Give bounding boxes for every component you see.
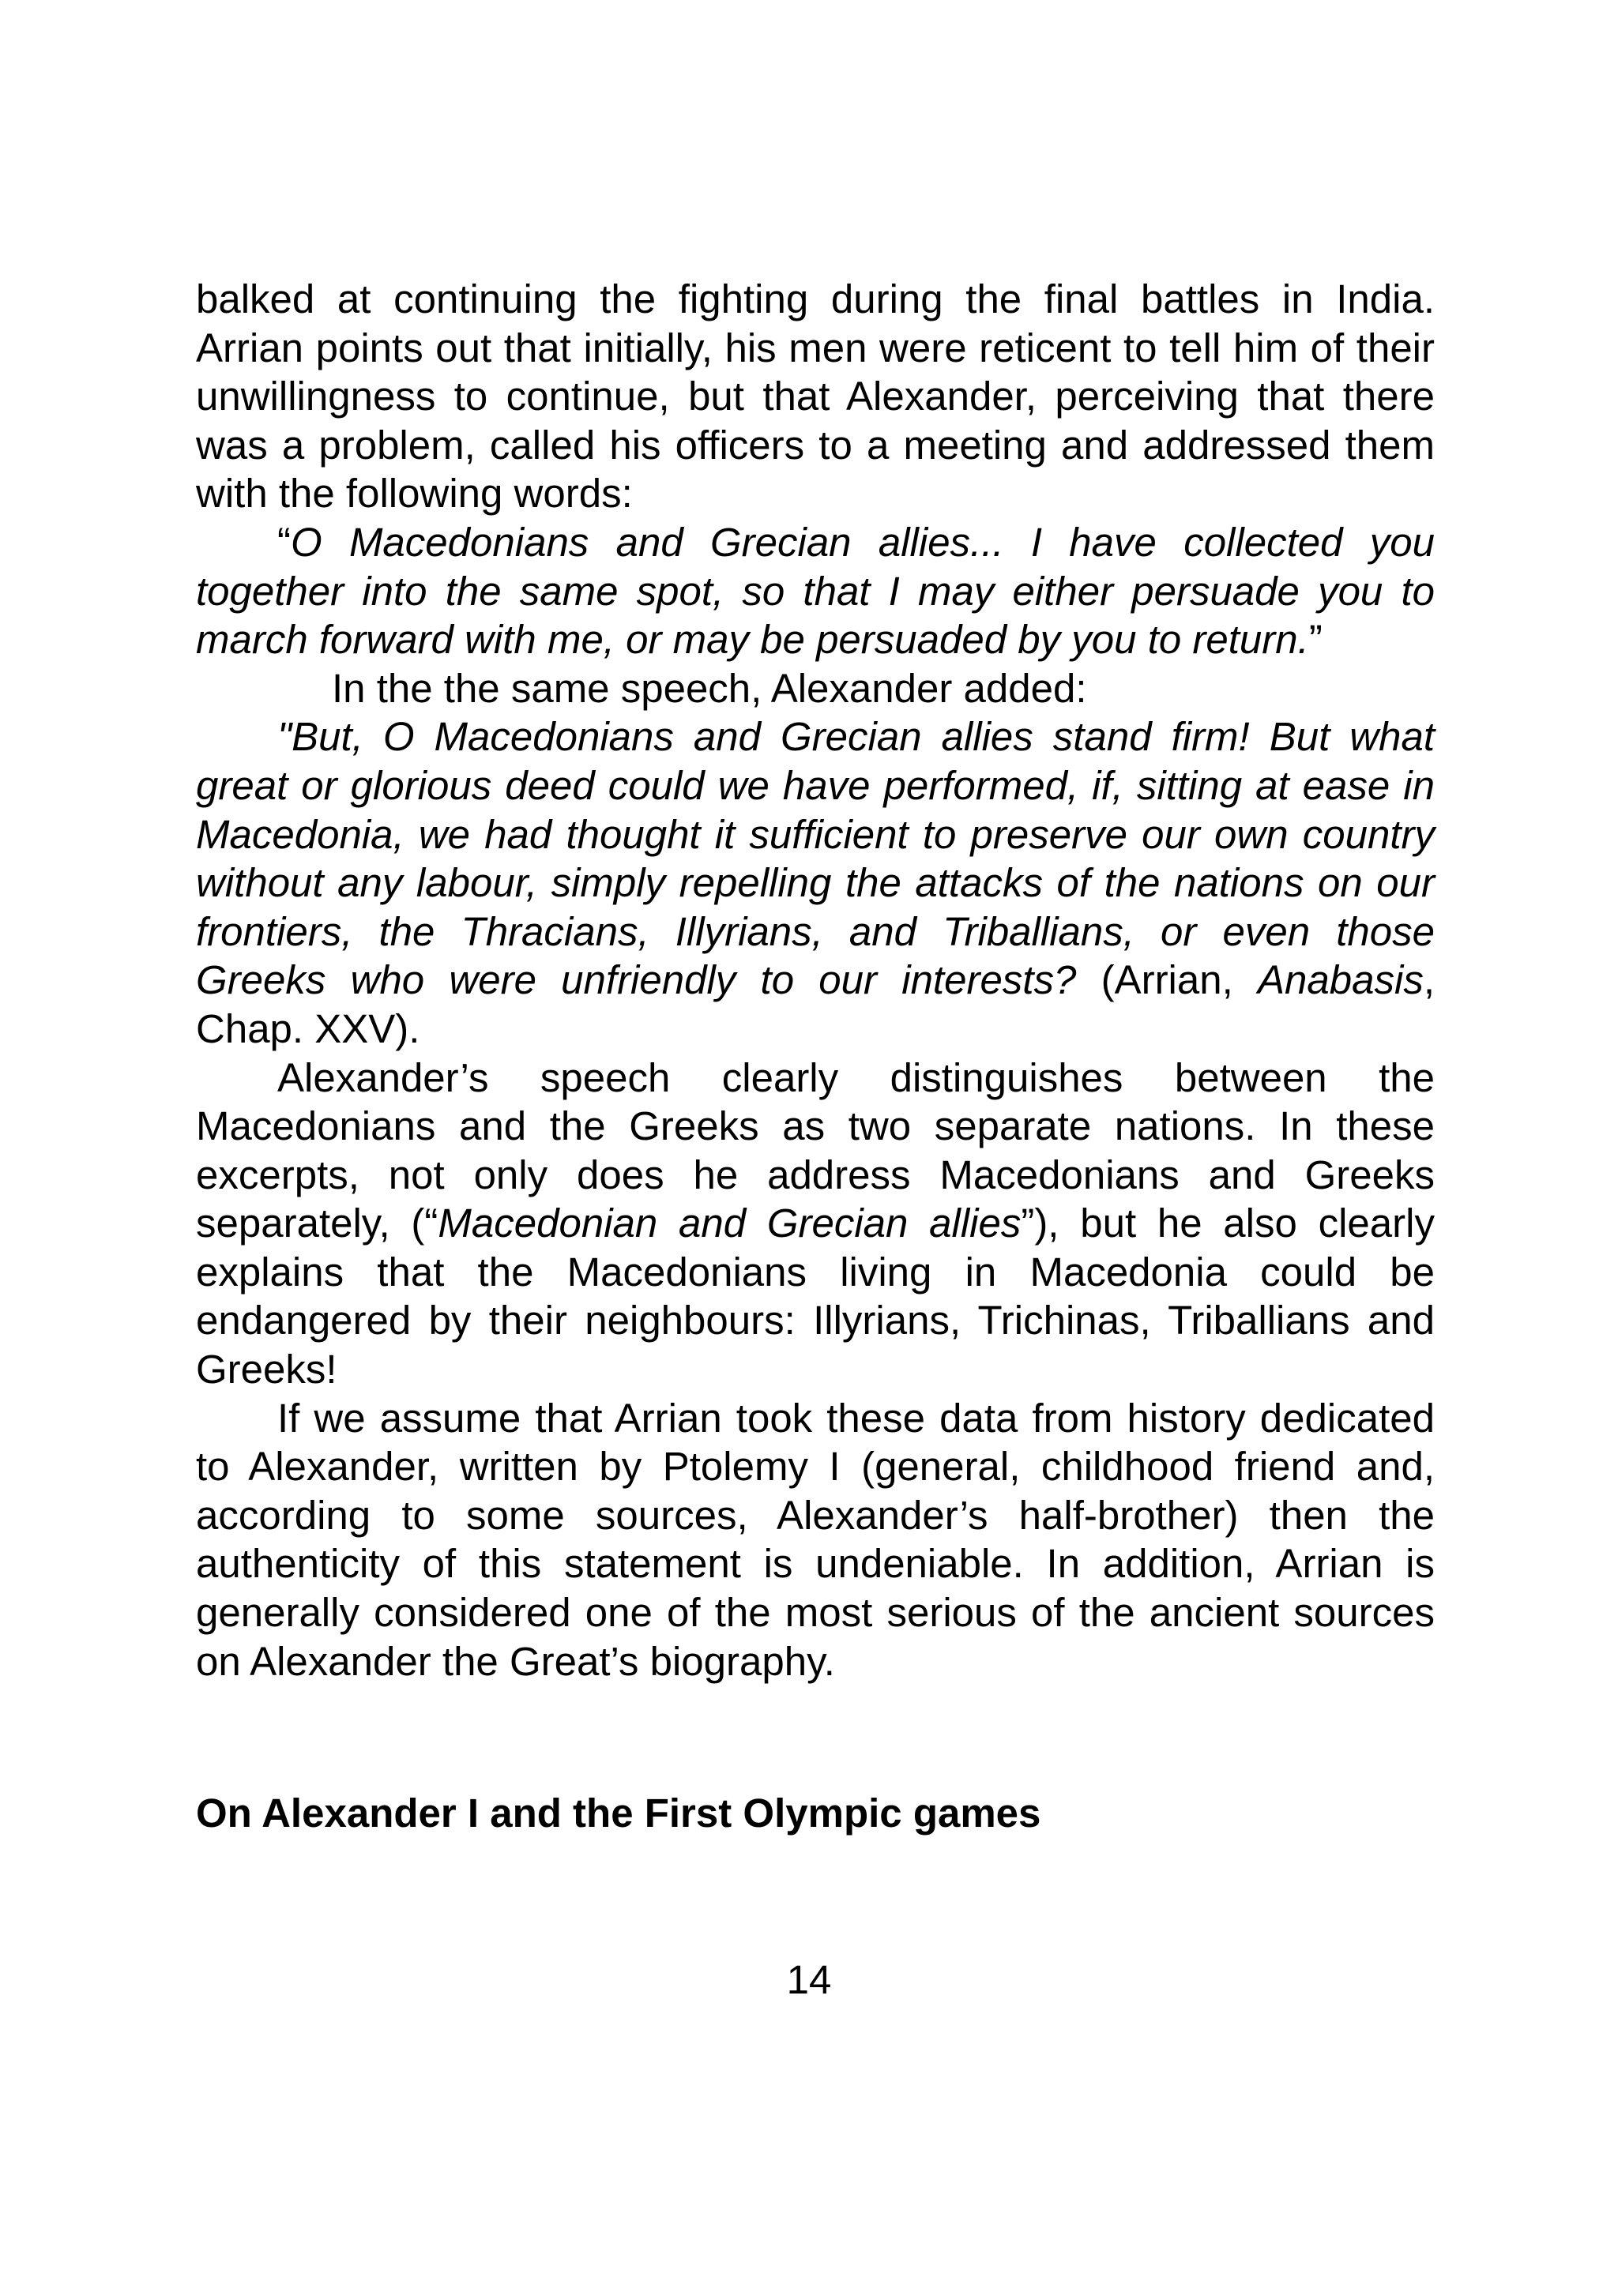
citation-open: (Arrian, — [1076, 957, 1259, 1003]
paragraph-6-text: If we assume that Arrian took these data from history dedicated to Alexander, written by Ptolemy I (general, childhood friend and, according to some sources, Alexander’s half-brother) then the authenticity of this statement is undeniable. In addition, Arrian is generally considered one of the most serious of the ancient sources on Alexander the Great’s biography. — [196, 1395, 1435, 1684]
paragraph-5-after: ”), but he also clearly explains that the Macedonians living in Macedonia could be endangered by their neighbours: Illyrians, Trichinas, Triballians and Greeks! — [196, 1201, 1435, 1392]
citation-close: , Chap. XXV). — [196, 957, 1435, 1051]
paragraph-1-text: balked at continuing the fighting during the final battles in India. Arrian points out that initially, his men were reticent to tell him of their unwillingness to continue, but that Alexander, perceiving that there was a problem, called his officers to a meeting and addressed them with the following words: — [196, 276, 1435, 517]
quote-paragraph-2 — [196, 712, 1435, 1053]
open-quote-mark: “ — [277, 519, 291, 565]
paragraph-5 — [196, 1054, 1435, 1394]
body-text — [196, 275, 1435, 1685]
quote-paragraph-1 — [196, 518, 1435, 664]
section-heading: On Alexander I and the First Olympic games — [196, 1791, 1041, 1836]
paragraph-3-text: In the the same speech, Alexander added: — [332, 665, 1087, 711]
page-number: 14 — [786, 1957, 832, 2002]
paragraph-3 — [196, 664, 1435, 713]
citation-title: Anabasis — [1258, 957, 1424, 1003]
quote-1-text: O Macedonians and Grecian allies... I have collected you together into the same spot, so that I may either persuade you to march forward with me, or may be persuaded by you to return. — [196, 519, 1435, 663]
paragraph-5-italic: Macedonian and Grecian allies — [438, 1201, 1022, 1246]
paragraph-6 — [196, 1394, 1435, 1686]
paragraph-5-before: Alexander’s speech clearly distinguishes between the Macedonians and the Greeks as two separate nations. In these excerpts, not only does he address Macedonians and Greeks separately, (“ — [196, 1054, 1435, 1246]
close-quote-mark: ” — [1308, 617, 1323, 663]
quote-2-text: "But, O Macedonians and Grecian allies stand firm! But what great or glorious deed could we have performed, if, sitting at ease in Macedonia, we had thought it sufficient to preserve our own country without any labour, simply repelling the attacks of the nations on our frontiers, the Thracians, Illyrians, and Triballians, or even those Greeks who were unfriendly to our interests? — [196, 714, 1435, 1003]
paragraph-1 — [196, 275, 1435, 518]
